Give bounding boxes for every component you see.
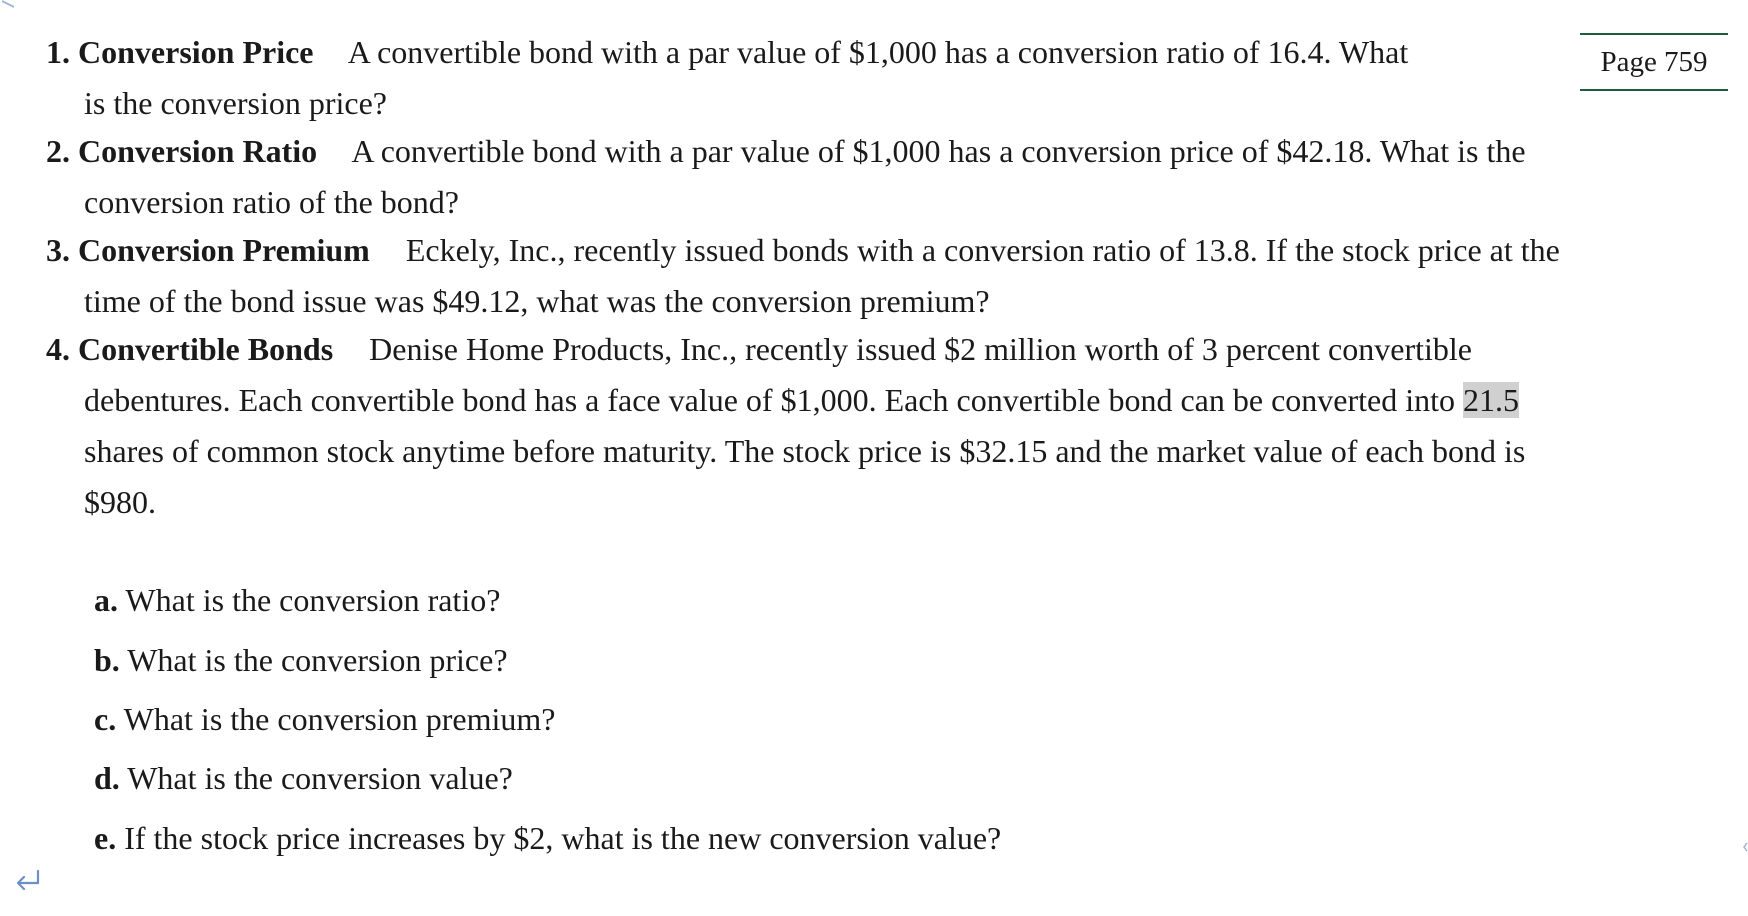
problem-2-text: A convertible bond with a par value of $1,000 has a conversion price of $42.18. What is the (351, 133, 1526, 169)
subquestion-e-text: If the stock price increases by $2, what is the new conversion value? (124, 820, 1002, 856)
problem-1-number: 1. (46, 34, 70, 70)
problem-2-title: Conversion Ratio (78, 133, 318, 169)
problem-4-number: 4. (46, 331, 70, 367)
problem-4-text: Denise Home Products, Inc., recently issued $2 million worth of 3 percent convertible (369, 331, 1472, 367)
problem-2-line-1 (46, 126, 1526, 177)
problem-4-title: Convertible Bonds (78, 331, 334, 367)
problem-4-line-2-text: debentures. Each convertible bond has a face value of $1,000. Each convertible bond can be converted into (84, 382, 1456, 418)
subquestion-b-text: What is the conversion price? (127, 642, 508, 678)
problem-1-text: A convertible bond with a par value of $1,000 has a conversion ratio of 16.4. What (347, 34, 1409, 70)
problem-2 (46, 126, 1526, 228)
return-arrow-icon[interactable] (14, 868, 42, 892)
subquestion-c-letter: c. (94, 701, 117, 737)
problem-1-line-1 (46, 27, 1566, 78)
subquestion-e-letter: e. (94, 820, 117, 856)
subquestion-b (94, 640, 508, 680)
edge-mark (1741, 842, 1748, 852)
problem-3-title: Conversion Premium (78, 232, 370, 268)
highlighted-selection[interactable]: 21.5 (1463, 382, 1520, 418)
problem-2-line-2: conversion ratio of the bond? (84, 184, 459, 220)
problem-2-number: 2. (46, 133, 70, 169)
subquestion-d-text: What is the conversion value? (127, 760, 513, 796)
problem-4-line-1 (46, 324, 1525, 375)
problem-4-line-4: $980. (84, 484, 156, 520)
subquestion-a-letter: a. (94, 582, 118, 618)
problem-4 (46, 324, 1525, 528)
subquestion-d-letter: d. (94, 760, 120, 796)
subquestion-b-letter: b. (94, 642, 120, 678)
problem-3-line-2: time of the bond issue was $49.12, what was the conversion premium? (84, 283, 990, 319)
subquestion-d (94, 758, 513, 798)
corner-mark (0, 0, 22, 8)
problem-4-line-2 (46, 375, 1525, 426)
problem-4-line-3: shares of common stock anytime before maturity. The stock price is $32.15 and the market value of each bond is (84, 433, 1526, 469)
subquestion-a (94, 580, 500, 620)
page-marker-label: Page 759 (1600, 45, 1708, 78)
subquestion-c (94, 699, 556, 739)
subquestion-a-text: What is the conversion ratio? (125, 582, 501, 618)
problem-3-text: Eckely, Inc., recently issued bonds with a conversion ratio of 13.8. If the stock price at the (405, 232, 1560, 268)
subquestion-e (94, 818, 1001, 858)
page-marker (1580, 33, 1728, 91)
problem-1-line-2: is the conversion price? (84, 85, 387, 121)
problem-3 (46, 225, 1560, 327)
subquestion-c-text: What is the conversion premium? (123, 701, 556, 737)
problem-3-number: 3. (46, 232, 70, 268)
problem-1 (46, 27, 1566, 129)
problem-1-title: Conversion Price (78, 34, 314, 70)
problem-3-line-1 (46, 225, 1560, 276)
